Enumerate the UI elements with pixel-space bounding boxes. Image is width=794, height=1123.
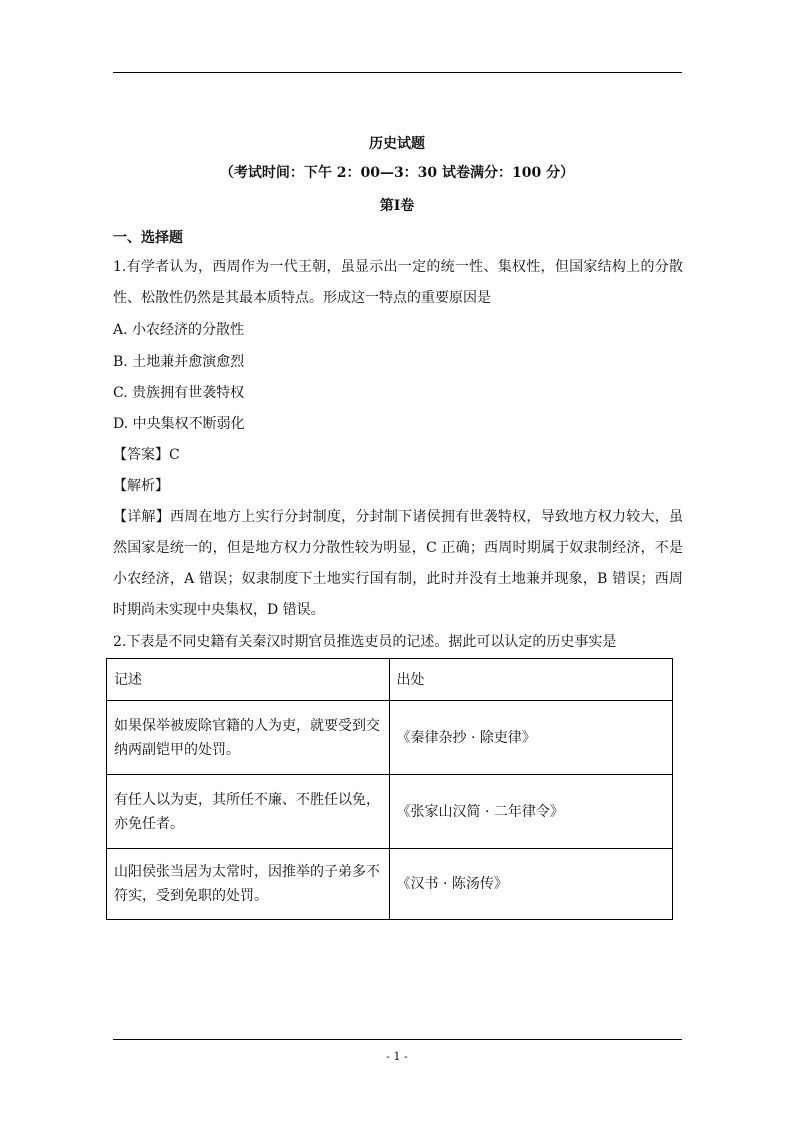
table-cell-source: 《张家山汉简 · 二年律令》	[389, 775, 673, 849]
question-1-option-b: B. 土地兼并愈演愈烈	[113, 354, 245, 370]
table-cell-record: 有任人以为吏，其所任不廉、不胜任以免，亦免任者。	[107, 775, 390, 849]
table-header-row	[107, 659, 673, 701]
table-header-record: 记述	[107, 659, 390, 701]
question-1-option-d: D. 中央集权不断弱化	[113, 416, 245, 432]
question-1-detail: 【详解】西周在地方上实行分封制度，分封制下诸侯拥有世袭特权，导致地方权力较大，虽然国家是统一的，但是地方权力分散性较为明显，C 正确；西周时期属于奴隶制经济，不是小农经济，A 错误；奴隶制度下土地实行国有制，此时并没有土地兼并现象，B 错误；西周时期尚未实现中央集权，D 错误。	[113, 509, 683, 618]
footer-rule	[113, 1039, 682, 1040]
table-row	[107, 701, 673, 775]
question-1-analysis-label: 【解析】	[113, 478, 169, 494]
volume-heading: 第Ⅰ卷	[379, 198, 415, 214]
table-row	[107, 775, 673, 849]
table-header-source: 出处	[389, 659, 673, 701]
question-1-answer: 【答案】C	[113, 447, 180, 463]
table-cell-record: 如果保举被废除官籍的人为吏，就要受到交纳两副铠甲的处罚。	[107, 701, 390, 775]
page-number: - 1 -	[386, 1050, 408, 1063]
question-1-text: 1.有学者认为，西周作为一代王朝，虽显示出一定的统一性、集权性，但国家结构上的分散性、松散性仍然是其最本质特点。形成这一特点的重要原因是	[113, 259, 683, 306]
table-cell-record: 山阳侯张当居为太常时，因推举的子弟多不符实，受到免职的处罚。	[107, 849, 390, 920]
table-row	[107, 849, 673, 920]
exam-title: 历史试题	[369, 136, 425, 152]
table-cell-source: 《汉书 · 陈汤传》	[389, 849, 673, 920]
question-2-text: 2.下表是不同史籍有关秦汉时期官员推选吏员的记述。据此可以认定的历史事实是	[113, 634, 617, 650]
section-heading: 一、选择题	[113, 230, 183, 246]
records-table	[106, 658, 673, 920]
exam-subtitle: （考试时间：下午 2：00—3：30 试卷满分：100 分）	[219, 165, 575, 181]
question-1-option-a: A. 小农经济的分散性	[113, 322, 245, 338]
header-rule	[113, 72, 682, 73]
question-1-option-c: C. 贵族拥有世袭特权	[113, 385, 245, 401]
table-cell-source: 《秦律杂抄 · 除吏律》	[389, 701, 673, 775]
